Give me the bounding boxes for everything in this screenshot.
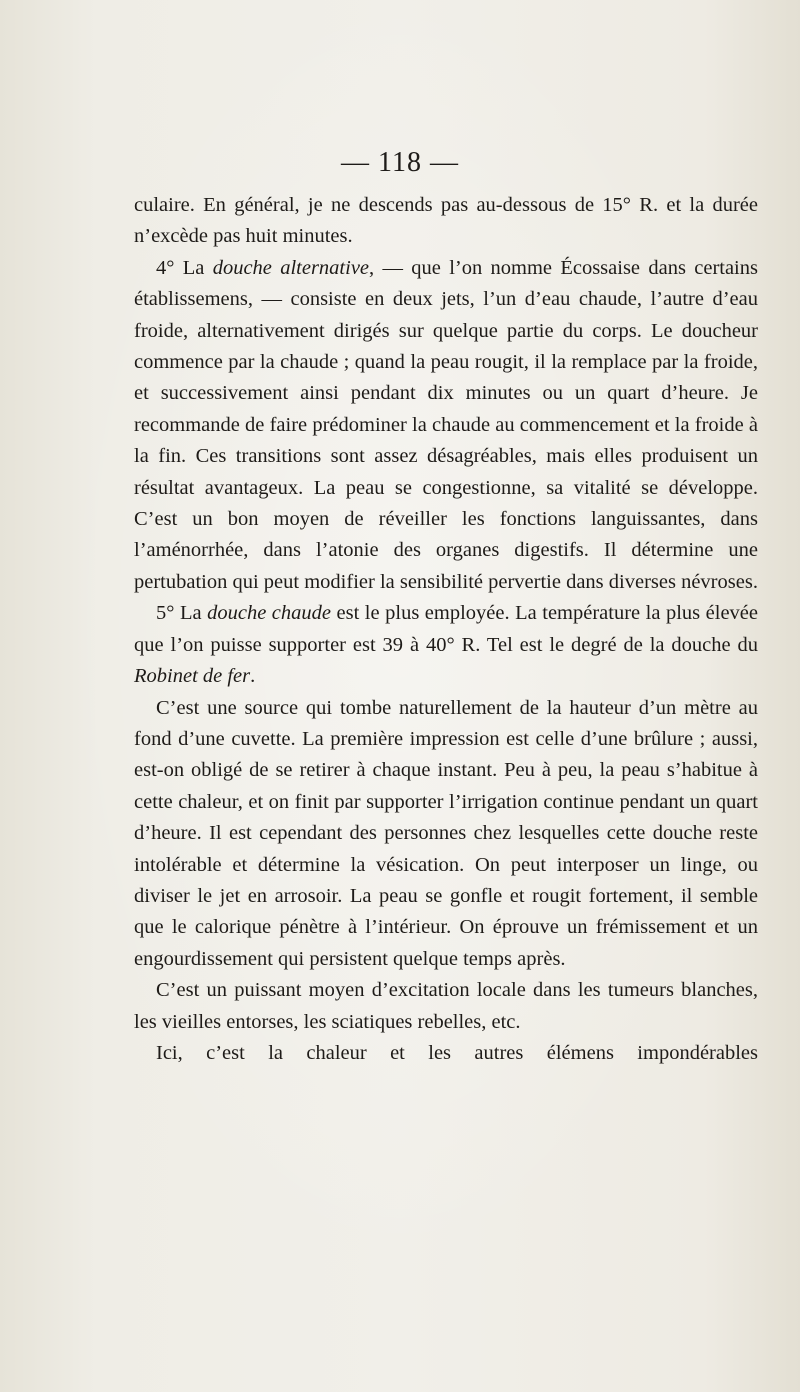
- text-run: 5° La: [156, 602, 208, 625]
- paragraph-4: [134, 693, 758, 976]
- paragraph-1: [134, 190, 758, 253]
- paragraph-2: [134, 253, 758, 598]
- text-run: 4° La: [156, 256, 213, 279]
- text-run: C’est un puissant moyen d’excitation locale dans les tumeurs blanches, les vieilles entorses, les sciatiques rebelles, etc.: [134, 979, 758, 1033]
- paragraph-5: [134, 975, 758, 1038]
- text-run: C’est une source qui tombe naturellement de la hauteur d’un mètre au fond d’une cuvette. La première impression est celle d’une brûlure ; aussi, est-on obligé de se retirer à chaque instant. Peu à peu, la peau s’habitue à cette chaleur, et on finit par supporter l’irrigation continue pendant un quart d’heure. Il est cependant des personnes chez lesquelles cette douche reste intolérable et détermine la vésication. On peut interposer un linge, ou diviser le jet en arrosoir. La peau se gonfle et rougit fortement, il semble que le calorique pénètre à l’intérieur. On éprouve un frémissement et un engourdissement qui persistent quelque temps après.: [134, 696, 758, 970]
- text-run: est le plus employée. La température la plus élevée que l’on puisse supporter est 39 à 40° R. Tel est le degré de la douche du: [134, 602, 758, 656]
- body-text: [134, 190, 758, 1069]
- text-run: culaire. En général, je ne descends pas au-dessous de 15° R. et la durée n’excède pas huit minutes.: [134, 194, 758, 248]
- text-run: Ici, c’est la chaleur et les autres élémens impondérables: [156, 1041, 758, 1064]
- paragraph-6: [134, 1038, 758, 1069]
- italic-term: Robinet de fer: [134, 665, 251, 688]
- text-run: .: [250, 665, 256, 688]
- text-run: , — que l’on nomme Écossaise dans certains établissemens, — consiste en deux jets, l’un d’eau chaude, l’autre d’eau froide, alternativement dirigés sur quelque partie du corps. Le doucheur commence par la chaude ; quand la peau rougit, il la remplace par la froide, et successivement ainsi pendant dix minutes ou un quart d’heure. Je recommande de faire prédominer la chaude au commencement et la froide à la fin. Ces transitions sont assez désagréables, mais elles produisent un résultat avantageux. La peau se congestionne, sa vitalité se développe. C’est un bon moyen de réveiller les fonctions languissantes, dans l’aménorrhée, dans l’atonie des organes digestifs. Il détermine une pertubation qui peut modifier la sensibilité pervertie dans diverses névroses.: [134, 256, 758, 593]
- paragraph-3: [134, 598, 758, 692]
- italic-term: douche alternative: [212, 256, 370, 279]
- italic-term: douche chaude: [207, 602, 332, 625]
- page-number: — 118 —: [341, 147, 459, 178]
